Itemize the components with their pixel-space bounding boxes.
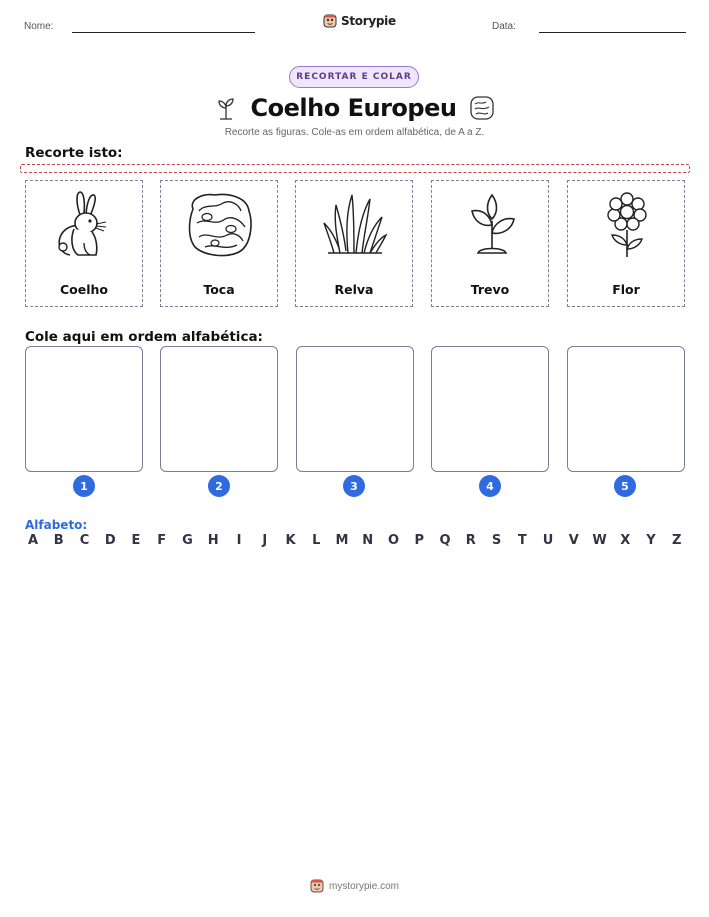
flower-icon — [592, 189, 662, 261]
rabbit-icon — [50, 189, 120, 261]
cut-section-label: Recorte isto: — [25, 145, 123, 161]
alphabet-row — [25, 533, 685, 548]
slot-number-1: 1 — [73, 475, 95, 497]
alphabet-letter: B — [53, 533, 64, 548]
alphabet-letter: X — [620, 533, 631, 548]
brand-name: Storypie — [341, 14, 396, 28]
card-label: Trevo — [470, 282, 510, 297]
alphabet-letter: R — [465, 533, 476, 548]
card-label: Toca — [203, 282, 235, 297]
cut-card-toca[interactable] — [160, 180, 278, 307]
title-row — [0, 90, 709, 126]
alphabet-letter: U — [542, 533, 554, 548]
alphabet-letter: J — [262, 533, 268, 548]
alphabet-letter: T — [517, 533, 527, 548]
alphabet-letter: K — [285, 533, 296, 548]
paste-slot-3[interactable] — [296, 346, 414, 472]
paste-section-label: Cole aqui em ordem alfabética: — [25, 329, 263, 345]
alphabet-letter: H — [207, 533, 219, 548]
page-title: Coelho Europeu — [250, 94, 457, 122]
cut-card-coelho[interactable] — [25, 180, 143, 307]
alphabet-letter: M — [335, 533, 349, 548]
alphabet-letter: N — [362, 533, 374, 548]
cut-card-relva[interactable] — [295, 180, 413, 307]
alphabet-label: Alfabeto: — [25, 518, 88, 532]
alphabet-letter: Z — [672, 533, 682, 548]
alphabet-letter: A — [27, 533, 39, 548]
alphabet-letter: S — [491, 533, 502, 548]
card-label: Coelho — [59, 282, 108, 297]
alphabet-letter: L — [312, 533, 321, 548]
slot-number-2: 2 — [208, 475, 230, 497]
alphabet-letter: C — [79, 533, 90, 548]
storypie-mascot-icon — [323, 14, 337, 28]
burrow-icon — [468, 94, 496, 122]
slot-number-5: 5 — [614, 475, 636, 497]
name-line[interactable] — [72, 32, 255, 33]
alphabet-letter: I — [236, 533, 242, 548]
paste-slot-2[interactable] — [160, 346, 278, 472]
footer-link[interactable]: mystorypie.com — [328, 880, 399, 892]
paste-slot-1[interactable] — [25, 346, 143, 472]
alphabet-letter: V — [568, 533, 579, 548]
alphabet-letter: Q — [439, 533, 451, 548]
name-label: Nome: — [24, 21, 54, 32]
cut-card-flor[interactable] — [567, 180, 685, 307]
cut-card-trevo[interactable] — [431, 180, 549, 307]
brand-logo — [323, 14, 396, 28]
date-label: Data: — [492, 21, 516, 32]
paste-slot-4[interactable] — [431, 346, 549, 472]
cut-line — [20, 164, 690, 173]
sprout-icon — [456, 189, 526, 261]
date-line[interactable] — [539, 32, 686, 33]
card-label: Relva — [334, 282, 374, 297]
footer — [0, 879, 709, 893]
sprout-icon — [213, 95, 239, 121]
grass-icon — [320, 189, 390, 261]
alphabet-letter: Y — [646, 533, 656, 548]
burrow-icon — [185, 189, 255, 261]
paste-slot-5[interactable] — [567, 346, 685, 472]
alphabet-letter: G — [182, 533, 193, 548]
alphabet-letter: F — [157, 533, 167, 548]
slot-number-3: 3 — [343, 475, 365, 497]
activity-badge: RECORTAR E COLAR — [289, 66, 419, 88]
storypie-mascot-icon — [310, 879, 324, 893]
alphabet-letter: E — [131, 533, 141, 548]
slot-number-4: 4 — [479, 475, 501, 497]
instructions: Recorte as figuras. Cole-as em ordem alfabética, de A a Z. — [224, 127, 485, 138]
alphabet-letter: W — [592, 533, 607, 548]
alphabet-letter: O — [387, 533, 400, 548]
card-label: Flor — [612, 282, 640, 297]
alphabet-letter: P — [414, 533, 425, 548]
alphabet-letter: D — [104, 533, 116, 548]
